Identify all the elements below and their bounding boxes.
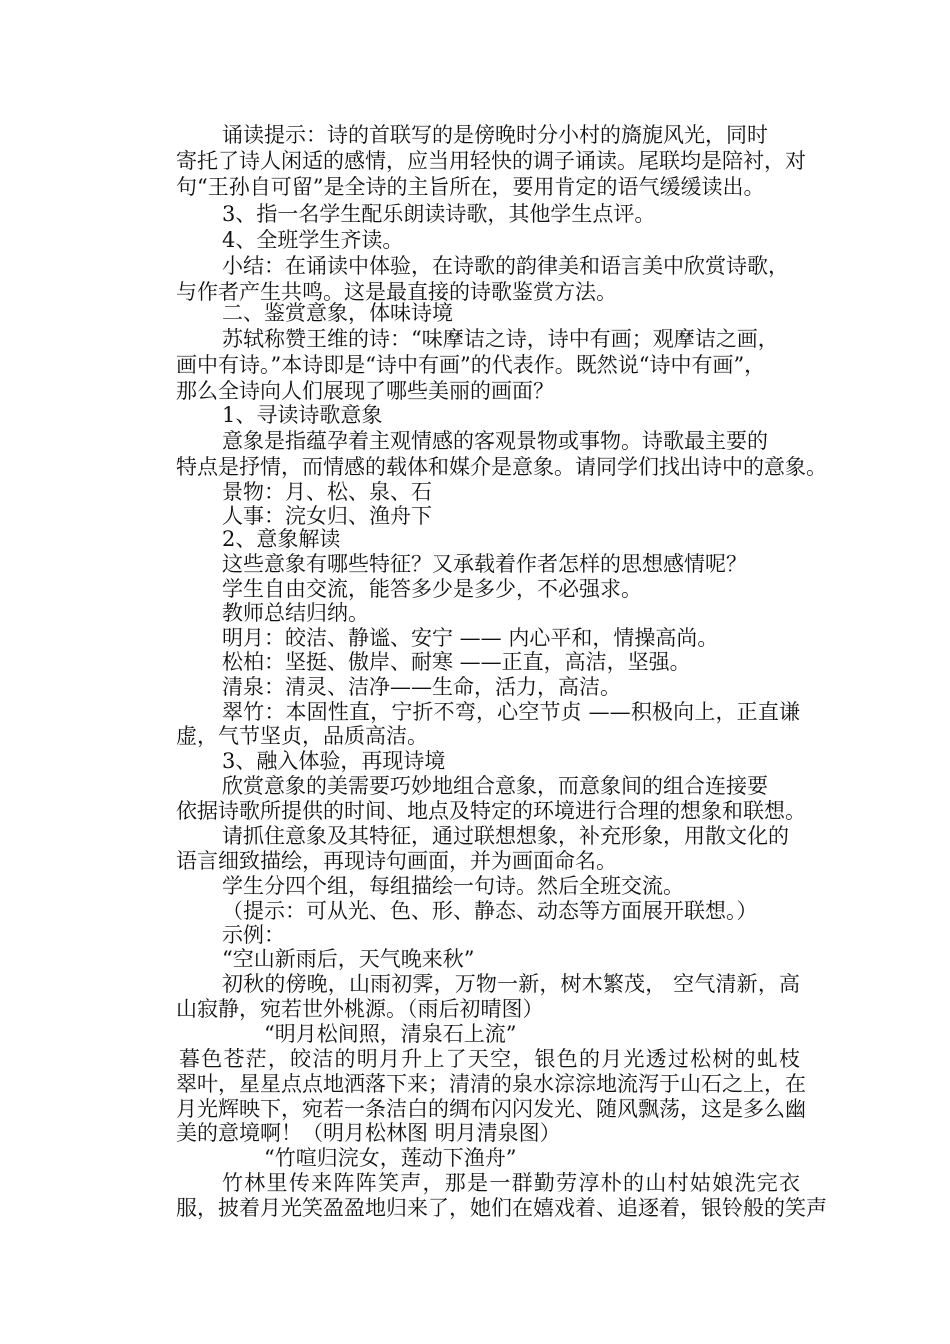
- paragraph-line: 特点是抒情，而情感的载体和媒介是意象。请同学们找出诗中的意象。: [176, 455, 827, 479]
- poem-quote: “空山新雨后，天气晚来秋”: [222, 947, 475, 971]
- section-heading: 二、鉴赏意象，体味诗境: [222, 301, 453, 325]
- paragraph-line: 美的意境啊！（明月松林图 明月清泉图）: [176, 1121, 561, 1145]
- paragraph-line: 暮色苍茫，皎洁的明月升上了天空，银色的月光透过松树的虬枝: [179, 1047, 800, 1071]
- paragraph-line: 示例：: [222, 923, 285, 947]
- paragraph-line: 教师总结归纳。: [222, 601, 369, 625]
- paragraph-line: 小结：在诵读中体验，在诗歌的韵律美和语言美中欣赏诗歌，: [222, 254, 789, 278]
- poem-quote: “明月松间照，清泉石上流”: [264, 1022, 517, 1046]
- paragraph-line: 月光辉映下，宛若一条洁白的绸布闪闪发光、随风飘荡，这是多么幽: [176, 1097, 806, 1121]
- paragraph-line: 请抓住意象及其特征，通过联想想象，补充形象，用散文化的: [222, 824, 789, 848]
- paragraph-line: 初秋的傍晚，山雨初霁，万物一新，树木繁茂， 空气清新，高: [222, 972, 800, 996]
- paragraph-line: 翠竹：本固性直，宁折不弯，心空节贞 ——积极向上，正直谦: [222, 700, 800, 724]
- paragraph-line: 画中有诗。”本诗即是“诗中有画”的代表作。既然说“诗中有画”，: [176, 353, 766, 377]
- paragraph-line: 服，披着月光笑盈盈地归来了，她们在嬉戏着、追逐着，银铃般的笑声: [176, 1196, 827, 1220]
- paragraph-line: 意象是指蕴孕着主观情感的客观景物或事物。诗歌最主要的: [222, 429, 768, 453]
- paragraph-line: 句“王孙自可留”是全诗的主旨所在，要用肯定的语气缓缓读出。: [176, 175, 765, 199]
- subsection-heading: 2、意象解读: [222, 527, 341, 551]
- subsection-heading: 3、融入体验，再现诗境: [222, 749, 446, 773]
- paragraph-line: 山寂静，宛若世外桃源。（雨后初晴图）: [176, 997, 544, 1021]
- paragraph-line: 人事：浣女归、渔舟下: [222, 504, 432, 528]
- paragraph-line: 虚，气节坚贞，品质高洁。: [176, 724, 428, 748]
- paragraph-line: 与作者产生共鸣。这是最直接的诗歌鉴赏方法。: [176, 280, 617, 304]
- paragraph-line: 松柏：坚挺、傲岸、耐寒 ——正直，高洁，坚强。: [222, 650, 691, 674]
- paragraph-line: 清泉：清灵、洁净——生命，活力，高洁。: [222, 675, 621, 699]
- paragraph-line: 这些意象有哪些特征？又承载着作者怎样的思想感情呢？: [222, 552, 747, 576]
- paragraph-line: 诵读提示：诗的首联写的是傍晚时分小村的旖旎风光，同时: [222, 123, 768, 147]
- paragraph-line: （提示：可从光、色、形、静态、动态等方面展开联想。）: [222, 899, 758, 923]
- list-item: 4、全班学生齐读。: [222, 228, 404, 252]
- paragraph-line: 学生自由交流，能答多少是多少，不必强求。: [222, 577, 642, 601]
- paragraph-line: 依据诗歌所提供的时间、地点及特定的环境进行合理的想象和联想。: [176, 799, 806, 823]
- paragraph-line: 那么全诗向人们展现了哪些美丽的画面？: [176, 379, 554, 403]
- paragraph-line: 苏轼称赞王维的诗：“味摩诘之诗，诗中有画；观摩诘之画，: [222, 327, 779, 351]
- list-item: 3、指一名学生配乐朗读诗歌，其他学生点评。: [222, 202, 656, 226]
- paragraph-line: 寄托了诗人闲适的感情，应当用轻快的调子诵读。尾联均是陪衬，对: [176, 149, 806, 173]
- subsection-heading: 1、寻读诗歌意象: [222, 403, 383, 427]
- paragraph-line: 翠叶，星星点点地洒落下来；清清的泉水淙淙地流泻于山石之上，在: [176, 1072, 806, 1096]
- paragraph-line: 语言细致描绘，再现诗句画面，并为画面命名。: [176, 849, 617, 873]
- poem-quote: “竹喧归浣女，莲动下渔舟”: [264, 1146, 517, 1170]
- paragraph-line: 学生分四个组，每组描绘一句诗。然后全班交流。: [222, 874, 684, 898]
- paragraph-line: 景物：月、松、泉、石: [222, 480, 432, 504]
- paragraph-line: 欣赏意象的美需要巧妙地组合意象，而意象间的组合连接要: [222, 774, 768, 798]
- paragraph-line: 竹林里传来阵阵笑声，那是一群勤劳淳朴的山村姑娘洗完衣: [222, 1171, 800, 1195]
- paragraph-line: 明月：皎洁、静谧、安宁 —— 内心平和，情操高尚。: [222, 626, 719, 650]
